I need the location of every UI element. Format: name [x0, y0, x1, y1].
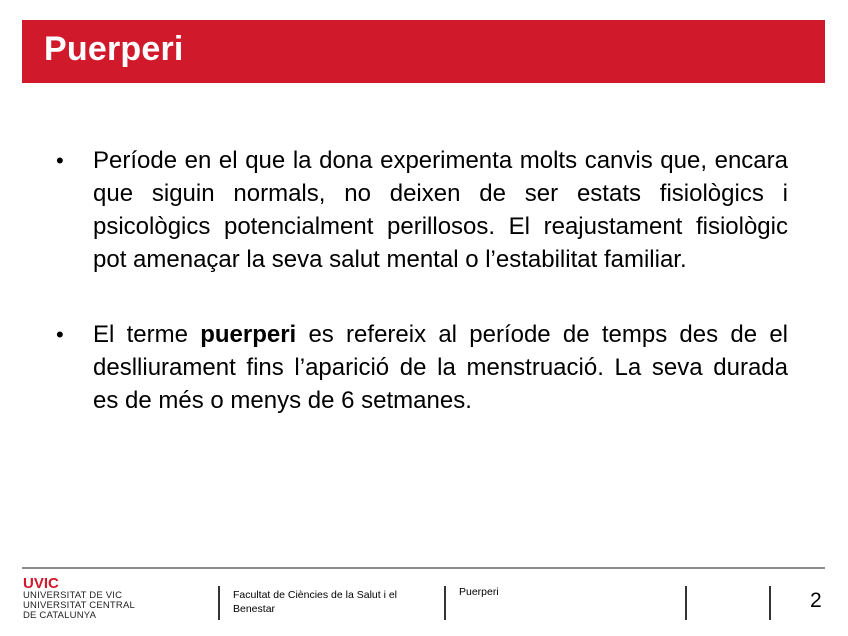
bullet-text-bold-term: puerperi [200, 321, 297, 348]
bullet-text [93, 318, 788, 417]
uvic-logo [23, 576, 173, 621]
footer-separator [769, 586, 771, 620]
logo-mark: UVIC [23, 575, 59, 592]
bullet-text: Període en el que la dona experimenta molts canvis que, encara que siguin normals, no deixen de ser estats fisiològics i psicològics potencialment perillosos. El reajustament fisiològic pot amenaçar la seva salut mental o l’estabilitat familiar. [93, 147, 788, 273]
footer-faculty: Facultat de Ciències de la Salut i el Benestar [233, 589, 398, 615]
bullet-dot-icon: • [56, 148, 64, 173]
footer-topic: Puerperi [459, 586, 499, 598]
footer-separator [444, 586, 446, 620]
title-bar [22, 20, 825, 83]
bullet-text-suffix: es refereix al període de temps des de el deslliurament fins l’aparició de la menstruació. La seva durada es de més o menys de 6 setmanes. [93, 321, 788, 414]
bullet-text-prefix: El terme [93, 321, 201, 348]
bullet-dot-icon: • [56, 322, 64, 347]
footer-rule [22, 567, 825, 569]
bullet-item [56, 144, 788, 276]
footer-separator [685, 586, 687, 620]
logo-line: UNIVERSITAT CENTRAL [23, 600, 136, 611]
logo-line: UNIVERSITAT DE VIC [23, 590, 123, 601]
bullet-item [56, 318, 788, 417]
footer-separator [218, 586, 220, 620]
logo-line: DE CATALUNYA [23, 610, 97, 621]
slide-title: Puerperi [44, 30, 184, 68]
page-number: 2 [810, 589, 822, 612]
slide-content [56, 144, 788, 459]
